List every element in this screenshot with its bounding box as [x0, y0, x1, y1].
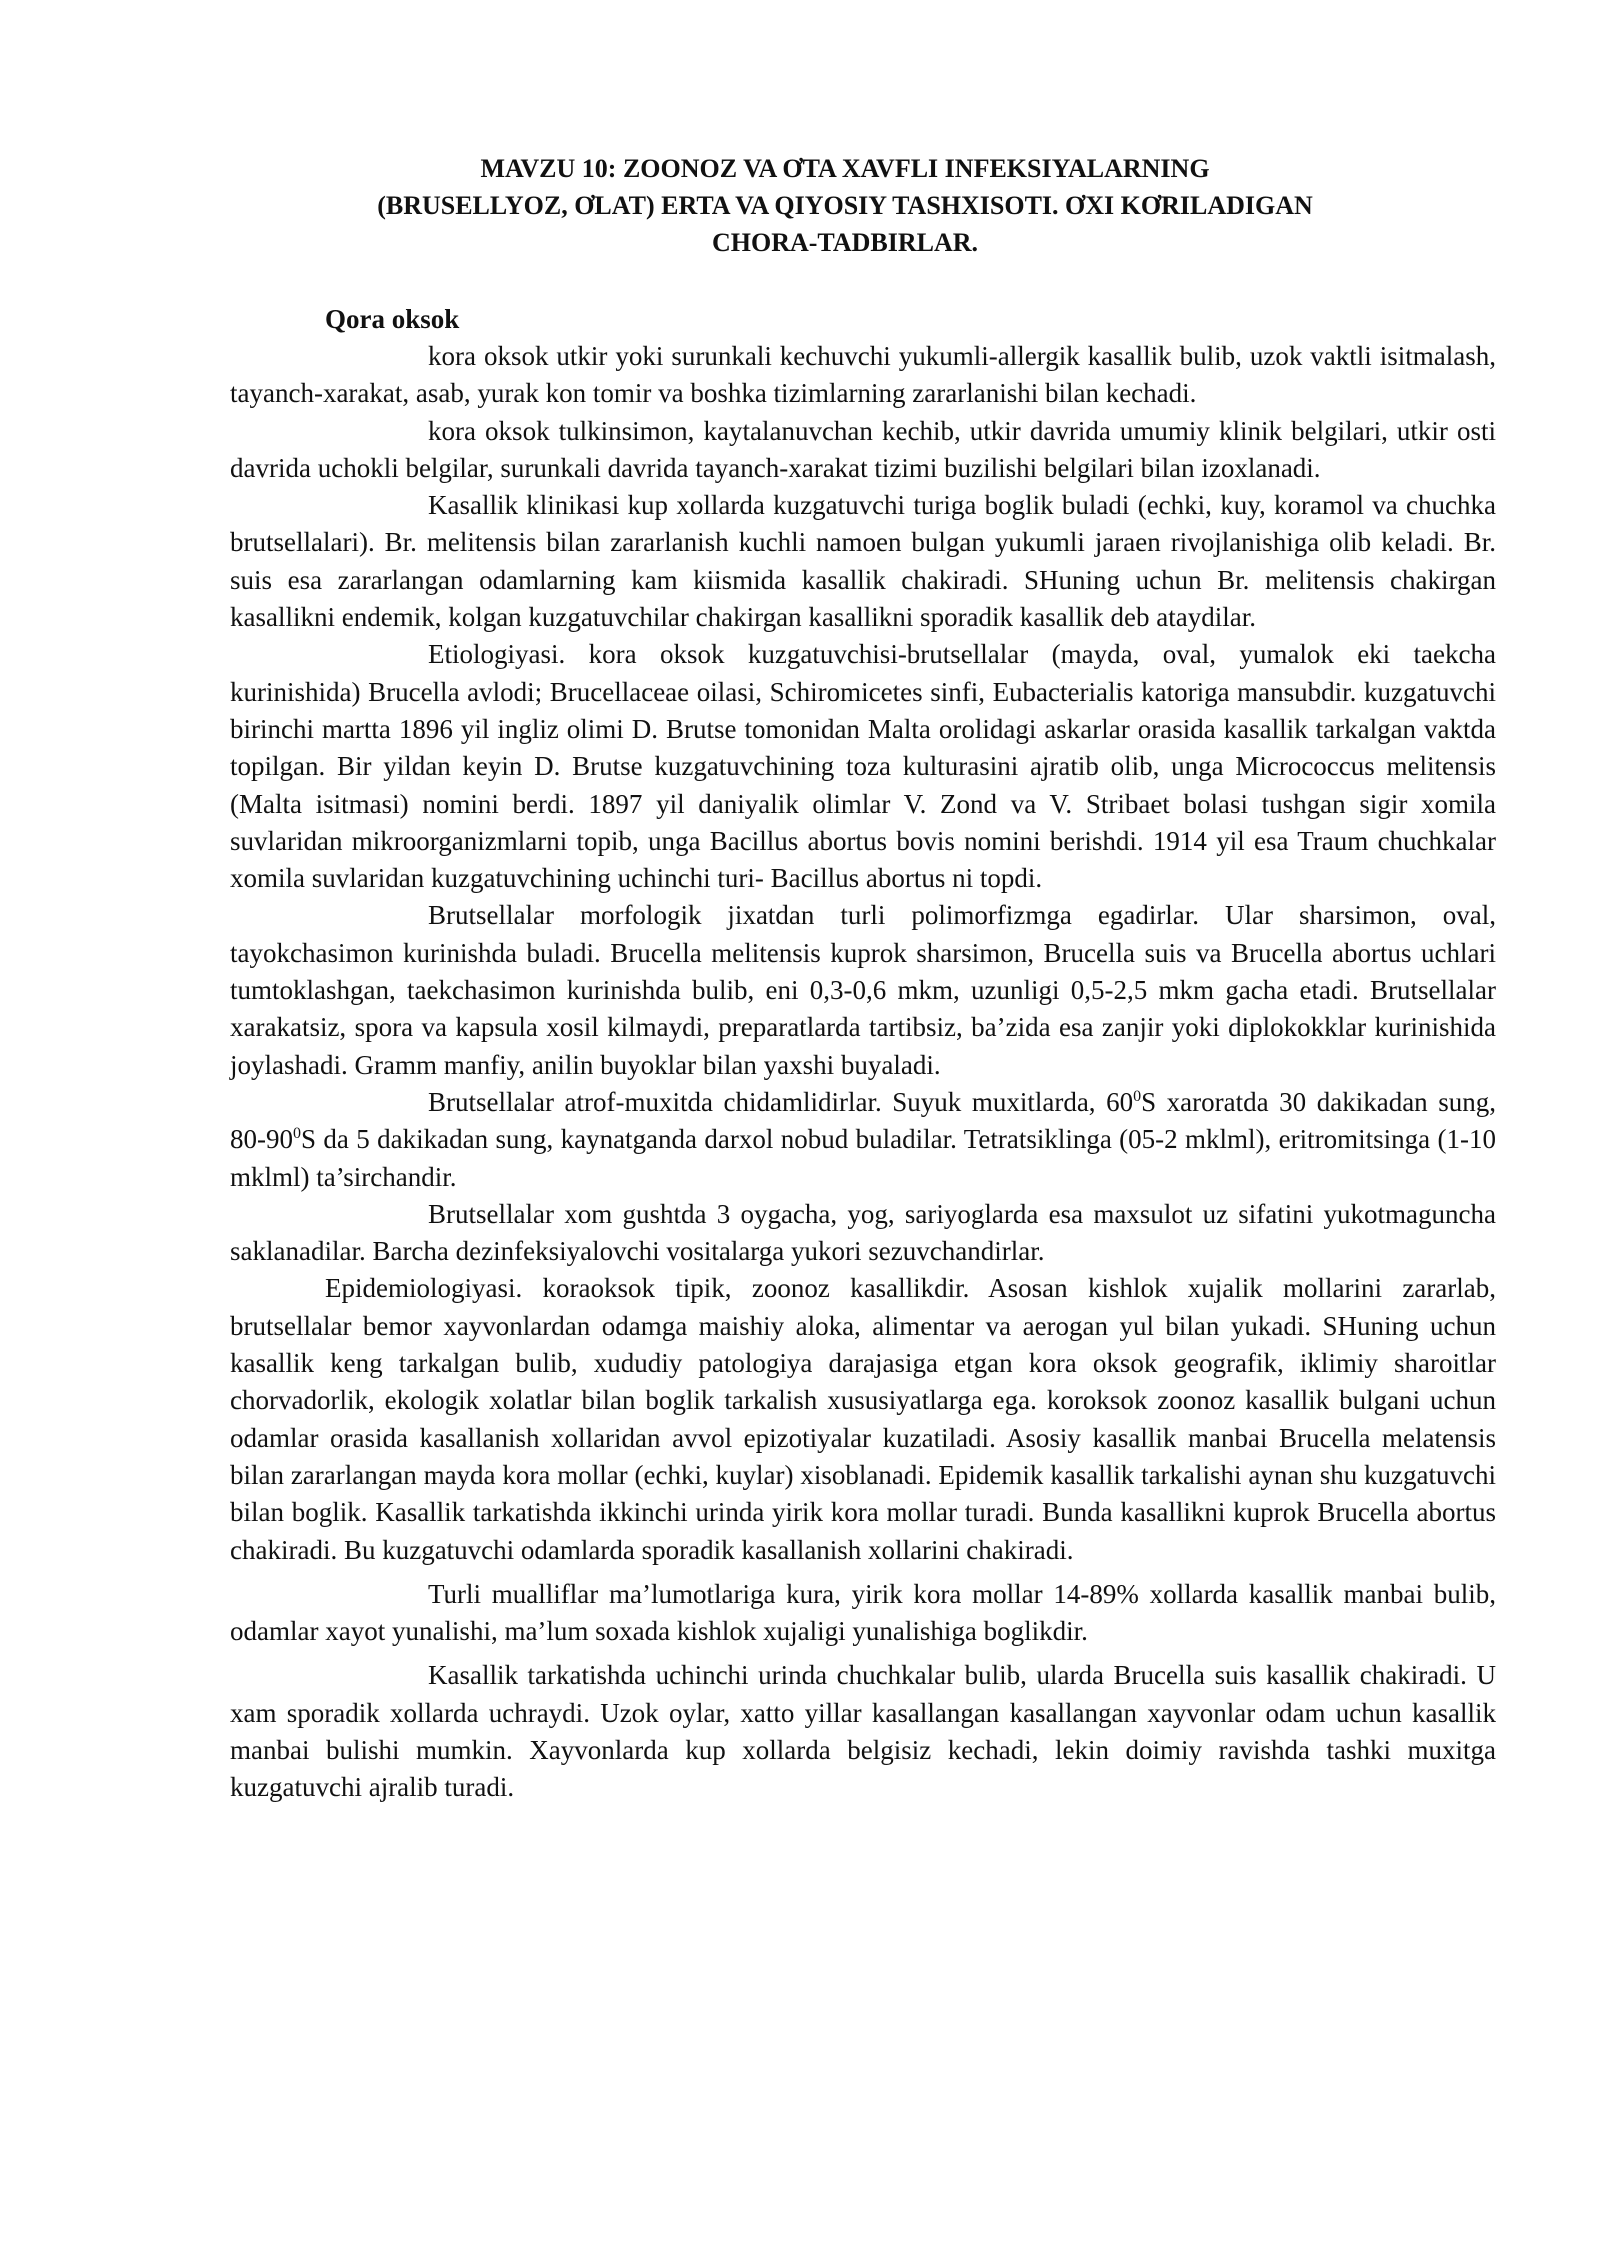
document-title [230, 150, 1460, 261]
paragraph-6-part-a: Brutsellalar atrof-muxitda chidamlidirlar. Suyuk muxitlarda, 60 [428, 1086, 1134, 1117]
paragraph-5: Brutsellalar morfologik jixatdan turli polimorfizmga egadirlar. Ular sharsimon, oval, tayokchasimon kurinishda buladi. Brucella melitensis kuprok sharsimon, Brucella suis va Brucella abortus uchlari tumtoklashgan, taekchasimon kurinishda bulib, eni 0,3-0,6 mkm, uzunligi 0,5-2,5 mkm gacha etadi. Brutsellalar xarakatsiz, spora va kapsula xosil kilmaydi, preparatlarda tartibsiz, ba’zida esa zanjir yoki diplokokklar kurinishida joylashadi. Gramm manfiy, anilin buyoklar bilan yaxshi buyaladi. [230, 900, 1496, 1080]
section-heading: Qora oksok [325, 304, 460, 334]
paragraph-2: kora oksok tulkinsimon, kaytalanuvchan kechib, utkir davrida umumiy klinik belgilari, utkir osti davrida uchokli belgilar, surunkali davrida tayanch-xarakat tizimi buzilishi belgilari bilan izoxlanadi. [230, 415, 1496, 483]
title-line-3: CHORA-TADBIRLAR. [711, 228, 979, 257]
degree-superscript: 0 [1133, 1087, 1142, 1105]
title-line-1: MAVZU 10: ZOONOZ VA ƠTA XAVFLI INFEKSIYALARNING [480, 154, 1210, 183]
degree-superscript: 0 [293, 1125, 301, 1143]
paragraph-7: Brutsellalar xom gushtda 3 oygacha, yog, sariyoglarda esa maxsulot uz sifatini yukotmaguncha saklanadilar. Barcha dezinfeksiyalovchi vositalarga yukori sezuvchandirlar. [230, 1198, 1496, 1267]
paragraph-6-part-b: S xaroratda 30 dakikadan sung, 80-90 [230, 1086, 1496, 1155]
paragraph-6-part-c: S da 5 dakikadan sung, kaynatganda darxol nobud buladilar. Tetratsiklinga (05-2 mklml), eritromitsinga (1-10 mklml) ta’sirchandir. [230, 1124, 1496, 1192]
document-body [230, 338, 1496, 1807]
title-line-2: (BRUSELLYOZ, ƠLAT) ERTA VA QIYOSIY TASHXISOTI. ƠXI KƠRILADIGAN [377, 191, 1313, 220]
paragraph-6 [230, 1084, 1496, 1196]
paragraph-10: Kasallik tarkatishda uchinchi urinda chuchkalar bulib, ularda Brucella suis kasallik chakiradi. U xam sporadik xollarda uchraydi. Uzok oylar, xatto yillar kasallangan kasallangan xayvonlar odam uchun kasallik manbai bulishi mumkin. Xayvonlarda kup xollarda belgisiz kechadi, lekin doimiy ravishda tashki muxitga kuzgatuvchi ajralib turadi. [230, 1660, 1496, 1803]
paragraph-1: kora oksok utkir yoki surunkali kechuvchi yukumli-allergik kasallik bulib, uzok vaktli isitmalash, tayanch-xarakat, asab, yurak kon tomir va boshka tizimlarning zararlanishi bilan kechadi. [230, 341, 1496, 409]
paragraph-3: Kasallik klinikasi kup xollarda kuzgatuvchi turiga boglik buladi (echki, kuy, koramol va chuchka brutsellalari). Br. melitensis bilan zararlanish kuchli namoen bulgan yukumli jaraen rivojlanishiga olib keladi. Br. suis esa zararlangan odamlarning kam kiismida kasallik chakiradi. SHuning uchun Br. melitensis chakirgan kasallikni endemik, kolgan kuzgatuvchilar chakirgan kasallikni sporadik kasallik deb ataydilar. [230, 490, 1496, 633]
paragraph-4: Etiologiyasi. kora oksok kuzgatuvchisi-brutsellalar (mayda, oval, yumalok eki taekcha kurinishida) Brucella avlodi; Brucellaceae oilasi, Schiromicetes sinfi, Eubacterialis katoriga mansubdir. kuzgatuvchi birinchi martta 1896 yil ingliz olimi D. Brutse tomonidan Malta orolidagi askarlar orasida kasallik tarkalgan vaktda topilgan. Bir yildan keyin D. Brutse kuzgatuvchining toza kulturasini ajratib olib, unga Micrococcus melitensis (Malta isitmasi) nomini berdi. 1897 yil daniyalik olimlar V. Zond va V. Stribaet bolasi tushgan sigir xomila suvlaridan mikroorganizmlarni topib, unga Bacillus abortus bovis nomini berishdi. 1914 yil esa Traum chuchkalar xomila suvlaridan kuzgatuvchining uchinchi turi- Bacillus abortus ni topdi. [230, 639, 1496, 894]
paragraph-9: Turli mualliflar ma’lumotlariga kura, yirik kora mollar 14-89% xollarda kasallik manbai bulib, odamlar xayot yunalishi, ma’lum soxada kishlok xujaligi yunalishiga boglikdir. [230, 1578, 1496, 1647]
paragraph-8: Epidemiologiyasi. koraoksok tipik, zoonoz kasallikdir. Asosan kishlok xujalik mollarini zararlab, brutsellalar bemor xayvonlardan odamga maishiy aloka, alimentar va aerogan yul bilan yukadi. SHuning uchun kasallik keng tarkalgan bulib, xududiy patologiya darajasiga etgan kora oksok geografik, iklimiy sharoitlar chorvadorlik, ekologik xolatlar bilan boglik tarkalish xususiyatlarga ega. koroksok zoonoz kasallik bulgani uchun odamlar orasida kasallanish xollaridan avvol epizotiyalar kuzatiladi. Asosiy kasallik manbai Brucella melatensis bilan zararlangan mayda kora mollar (echki, kuylar) xisoblanadi. Epidemik kasallik tarkalishi aynan shu kuzgatuvchi bilan boglik. Kasallik tarkatishda ikkinchi urinda yirik kora mollar turadi. Bunda kasallikni kuprok Brucella abortus chakiradi. Bu kuzgatuvchi odamlarda sporadik kasallanish xollarini chakiradi. [230, 1273, 1496, 1565]
